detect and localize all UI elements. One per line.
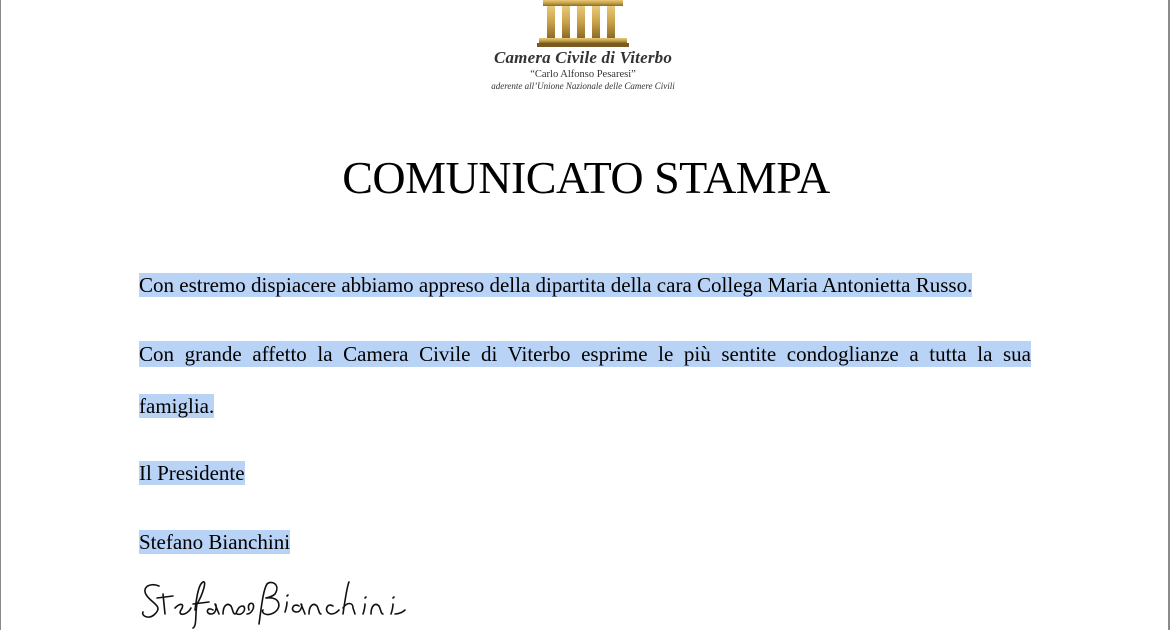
paragraph-text: Con estremo dispiacere abbiamo appreso della dipartita della cara Collega Maria Antonietta Russo. xyxy=(139,273,973,297)
document-title: COMUNICATO STAMPA xyxy=(342,152,830,203)
org-affiliation: aderente all’Unione Nazionale delle Camere Civili xyxy=(491,81,675,91)
paragraph-condolences[interactable]: Con grande affetto la Camera Civile di Viterbo esprime le più sentite condoglianze a tutta la sua xyxy=(139,342,1031,366)
paragraph-condolence-news[interactable] xyxy=(139,272,972,298)
org-logo xyxy=(471,0,695,96)
paragraph-condolences-continued[interactable] xyxy=(139,393,214,419)
signer-text: Stefano Bianchini xyxy=(139,530,291,554)
handwritten-signature xyxy=(137,574,417,630)
org-name: Camera Civile di Viterbo xyxy=(493,48,673,67)
org-dedication: “Carlo Alfonso Pesaresi” xyxy=(530,69,636,80)
role-text: Il Presidente xyxy=(139,461,245,485)
paragraph-text: famiglia. xyxy=(139,394,215,418)
signer-role[interactable] xyxy=(139,460,245,486)
signer-name[interactable] xyxy=(139,529,290,555)
temple-columns-icon xyxy=(511,0,651,50)
